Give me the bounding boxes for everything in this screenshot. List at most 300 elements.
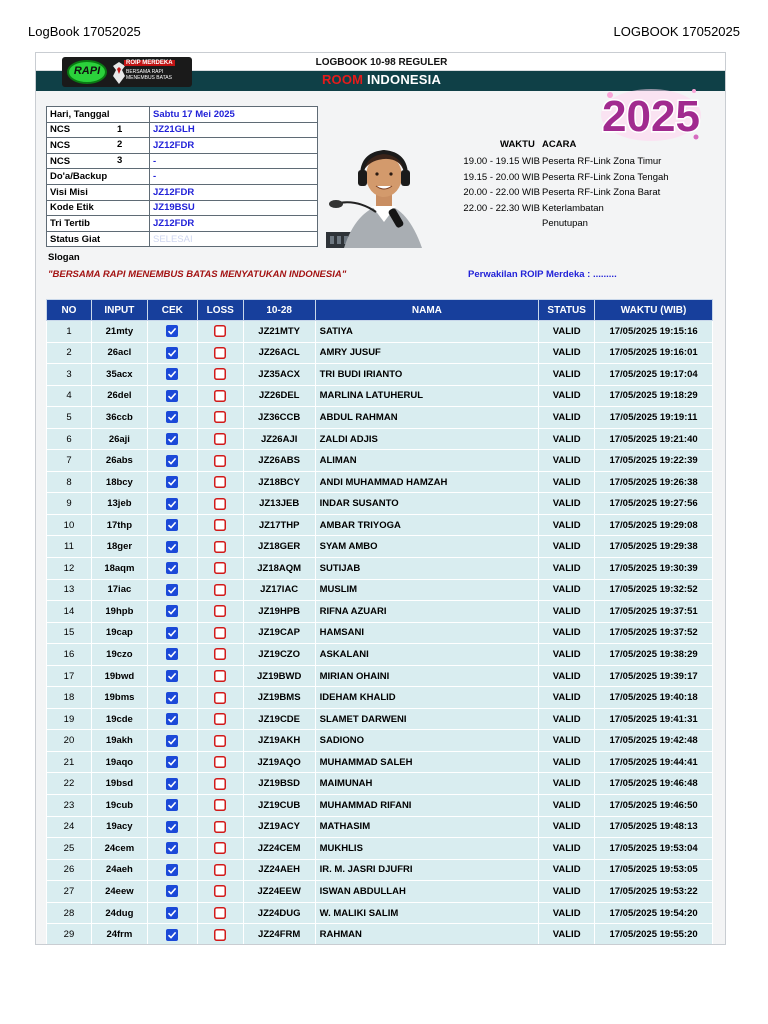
row-callsign: JZ26ABS: [243, 450, 315, 472]
checkbox-empty-icon[interactable]: [214, 412, 226, 423]
table-row: [47, 687, 713, 709]
logbook-sheet: [35, 52, 726, 945]
row-input: 26del: [91, 385, 147, 407]
row-input: 18bcy: [91, 471, 147, 493]
row-callsign: JZ26ACL: [243, 342, 315, 364]
schedule-activity: Keterlambatan: [542, 202, 604, 214]
schedule-act-header: ACARA: [542, 139, 577, 150]
loss-cell: [197, 601, 243, 623]
row-waktu: 17/05/2025 19:30:39: [595, 558, 713, 580]
row-number: 7: [47, 450, 92, 472]
checkbox-empty-icon[interactable]: [214, 347, 226, 358]
row-number: 1: [47, 321, 92, 343]
cek-cell: [147, 816, 197, 838]
cek-cell: [147, 924, 197, 945]
column-header: 10-28: [243, 300, 315, 321]
cek-cell: [147, 665, 197, 687]
row-status: VALID: [539, 428, 595, 450]
row-number: 24: [47, 816, 92, 838]
cek-cell: [147, 450, 197, 472]
checkbox-checked-icon[interactable]: [166, 843, 178, 854]
checkbox-empty-icon[interactable]: [214, 584, 226, 595]
info-key-label: NCS: [50, 139, 71, 151]
row-callsign: JZ19BWD: [243, 665, 315, 687]
row-callsign: JZ24CEM: [243, 838, 315, 860]
row-number: 5: [47, 407, 92, 429]
info-value: JZ12FDR: [150, 184, 318, 200]
row-input: 19hpb: [91, 601, 147, 623]
info-table: [46, 106, 318, 247]
row-waktu: 17/05/2025 19:26:38: [595, 471, 713, 493]
checkbox-empty-icon[interactable]: [214, 778, 226, 789]
loss-cell: [197, 622, 243, 644]
checkbox-checked-icon[interactable]: [166, 541, 178, 552]
cek-cell: [147, 321, 197, 343]
row-status: VALID: [539, 816, 595, 838]
info-key-label: NCS: [50, 155, 71, 167]
checkbox-empty-icon[interactable]: [214, 821, 226, 832]
row-callsign: JZ19AKH: [243, 730, 315, 752]
checkbox-checked-icon[interactable]: [166, 369, 178, 380]
info-row: [47, 216, 318, 232]
row-number: 16: [47, 644, 92, 666]
checkbox-checked-icon[interactable]: [166, 606, 178, 617]
row-status: VALID: [539, 536, 595, 558]
row-status: VALID: [539, 773, 595, 795]
row-nama: HAMSANI: [315, 622, 539, 644]
row-waktu: 17/05/2025 19:37:51: [595, 601, 713, 623]
info-row: [47, 122, 318, 138]
checkbox-checked-icon[interactable]: [166, 864, 178, 875]
row-nama: TRI BUDI IRIANTO: [315, 364, 539, 386]
table-row: [47, 838, 713, 860]
row-nama: IDEHAM KHALID: [315, 687, 539, 709]
column-header: NO: [47, 300, 92, 321]
loss-cell: [197, 773, 243, 795]
row-nama: ASKALANI: [315, 644, 539, 666]
row-number: 28: [47, 902, 92, 924]
cek-cell: [147, 364, 197, 386]
row-number: 17: [47, 665, 92, 687]
checkbox-checked-icon[interactable]: [166, 498, 178, 509]
row-status: VALID: [539, 687, 595, 709]
checkbox-checked-icon[interactable]: [166, 800, 178, 811]
checkbox-empty-icon[interactable]: [214, 800, 226, 811]
checkbox-empty-icon[interactable]: [214, 757, 226, 768]
row-waktu: 17/05/2025 19:32:52: [595, 579, 713, 601]
row-status: VALID: [539, 881, 595, 903]
info-key-label: Status Giat: [50, 233, 101, 245]
checkbox-empty-icon[interactable]: [214, 520, 226, 531]
loss-cell: [197, 644, 243, 666]
slogan-text: "BERSAMA RAPI MENEMBUS BATAS MENYATUKAN INDONESIA": [48, 269, 347, 280]
cek-cell: [147, 687, 197, 709]
rapi-logo: [67, 60, 107, 84]
checkbox-checked-icon[interactable]: [166, 908, 178, 919]
row-number: 22: [47, 773, 92, 795]
info-row: [47, 138, 318, 154]
loss-cell: [197, 859, 243, 881]
row-status: VALID: [539, 601, 595, 623]
row-waktu: 17/05/2025 19:29:08: [595, 514, 713, 536]
column-header: NAMA: [315, 300, 539, 321]
row-number: 25: [47, 838, 92, 860]
radio-operator-image: [326, 146, 436, 248]
checkbox-checked-icon[interactable]: [166, 477, 178, 488]
row-input: 26abs: [91, 450, 147, 472]
row-nama: ALIMAN: [315, 450, 539, 472]
row-callsign: JZ21MTY: [243, 321, 315, 343]
roip-tagline: BERSAMA RAPI MENEMBUS BATAS: [126, 69, 172, 81]
checkbox-empty-icon[interactable]: [214, 498, 226, 509]
banner-title: LOGBOOK 10-98 REGULER: [315, 57, 448, 68]
row-waktu: 17/05/2025 19:40:18: [595, 687, 713, 709]
checkbox-empty-icon[interactable]: [214, 692, 226, 703]
row-nama: MUHAMMAD SALEH: [315, 751, 539, 773]
table-row: [47, 795, 713, 817]
row-waktu: 17/05/2025 19:48:13: [595, 816, 713, 838]
loss-cell: [197, 428, 243, 450]
row-callsign: JZ19CDE: [243, 708, 315, 730]
row-input: 17thp: [91, 514, 147, 536]
row-status: VALID: [539, 751, 595, 773]
row-waktu: 17/05/2025 19:17:04: [595, 364, 713, 386]
row-nama: IR. M. JASRI DJUFRI: [315, 859, 539, 881]
cek-cell: [147, 428, 197, 450]
checkbox-empty-icon[interactable]: [214, 908, 226, 919]
row-number: 11: [47, 536, 92, 558]
row-status: VALID: [539, 385, 595, 407]
checkbox-checked-icon[interactable]: [166, 671, 178, 682]
loss-cell: [197, 881, 243, 903]
page-header: [28, 24, 740, 42]
checkbox-empty-icon[interactable]: [214, 477, 226, 488]
checkbox-empty-icon[interactable]: [214, 369, 226, 380]
table-row: [47, 816, 713, 838]
row-callsign: JZ18GER: [243, 536, 315, 558]
table-row: [47, 881, 713, 903]
table-row: [47, 601, 713, 623]
loss-cell: [197, 536, 243, 558]
checkbox-checked-icon[interactable]: [166, 757, 178, 768]
checkbox-empty-icon[interactable]: [214, 671, 226, 682]
row-nama: ANDI MUHAMMAD HAMZAH: [315, 471, 539, 493]
loss-cell: [197, 364, 243, 386]
table-header-row: [47, 300, 713, 321]
row-input: 19cde: [91, 708, 147, 730]
table-row: [47, 730, 713, 752]
cek-cell: [147, 385, 197, 407]
loss-cell: [197, 751, 243, 773]
schedule-time: 19.15 - 20.00 WIB: [463, 171, 540, 183]
checkbox-checked-icon[interactable]: [166, 455, 178, 466]
row-status: VALID: [539, 579, 595, 601]
loss-cell: [197, 493, 243, 515]
row-status: VALID: [539, 730, 595, 752]
row-input: 18ger: [91, 536, 147, 558]
row-nama: SATIYA: [315, 321, 539, 343]
row-status: VALID: [539, 450, 595, 472]
cek-cell: [147, 773, 197, 795]
row-callsign: JZ19HPB: [243, 601, 315, 623]
loss-cell: [197, 924, 243, 945]
table-row: [47, 342, 713, 364]
info-key-label: Visi Misi: [50, 186, 88, 198]
checkbox-empty-icon[interactable]: [214, 541, 226, 552]
row-callsign: JZ18BCY: [243, 471, 315, 493]
info-value: JZ21GLH: [150, 122, 318, 138]
loss-cell: [197, 321, 243, 343]
row-waktu: 17/05/2025 19:27:56: [595, 493, 713, 515]
checkbox-empty-icon[interactable]: [214, 434, 226, 445]
loss-cell: [197, 342, 243, 364]
schedule-activity: Penutupan: [542, 218, 588, 229]
row-input: 24cem: [91, 838, 147, 860]
row-input: 19acy: [91, 816, 147, 838]
checkbox-empty-icon[interactable]: [214, 563, 226, 574]
loss-cell: [197, 708, 243, 730]
loss-cell: [197, 579, 243, 601]
checkbox-checked-icon[interactable]: [166, 584, 178, 595]
checkbox-checked-icon[interactable]: [166, 778, 178, 789]
row-callsign: JZ19CAP: [243, 622, 315, 644]
cek-cell: [147, 881, 197, 903]
row-waktu: 17/05/2025 19:55:20: [595, 924, 713, 945]
row-waktu: 17/05/2025 19:54:20: [595, 902, 713, 924]
row-nama: AMBAR TRIYOGA: [315, 514, 539, 536]
row-input: 35acx: [91, 364, 147, 386]
checkbox-empty-icon[interactable]: [214, 864, 226, 875]
column-header: CEK: [147, 300, 197, 321]
checkbox-checked-icon[interactable]: [166, 434, 178, 445]
row-number: 4: [47, 385, 92, 407]
info-key: [47, 107, 150, 123]
slogan-label: Slogan: [48, 252, 80, 263]
info-row: [47, 200, 318, 216]
row-status: VALID: [539, 924, 595, 945]
row-input: 19czo: [91, 644, 147, 666]
column-header: STATUS: [539, 300, 595, 321]
info-row: [47, 153, 318, 169]
checkbox-empty-icon[interactable]: [214, 606, 226, 617]
info-key: [47, 122, 150, 138]
table-row: [47, 364, 713, 386]
cek-cell: [147, 730, 197, 752]
row-status: VALID: [539, 795, 595, 817]
info-key-label: Do'a/Backup: [50, 171, 108, 183]
row-input: 19bms: [91, 687, 147, 709]
row-callsign: JZ24EEW: [243, 881, 315, 903]
info-key-label: Kode Etik: [50, 202, 94, 214]
cek-cell: [147, 601, 197, 623]
cek-cell: [147, 514, 197, 536]
roip-tag: ROIP MERDEKA: [126, 60, 173, 66]
row-nama: INDAR SUSANTO: [315, 493, 539, 515]
page-header-left: LogBook 17052025: [28, 24, 141, 39]
row-nama: MIRIAN OHAINI: [315, 665, 539, 687]
row-callsign: JZ17THP: [243, 514, 315, 536]
checkbox-checked-icon[interactable]: [166, 821, 178, 832]
table-row: [47, 665, 713, 687]
checkbox-checked-icon[interactable]: [166, 929, 178, 940]
column-header: WAKTU (WIB): [595, 300, 713, 321]
row-input: 26acl: [91, 342, 147, 364]
cek-cell: [147, 579, 197, 601]
cek-cell: [147, 751, 197, 773]
info-value: JZ19BSU: [150, 200, 318, 216]
checkbox-checked-icon[interactable]: [166, 714, 178, 725]
checkbox-checked-icon[interactable]: [166, 649, 178, 660]
checkbox-checked-icon[interactable]: [166, 520, 178, 531]
row-number: 3: [47, 364, 92, 386]
checkbox-empty-icon[interactable]: [214, 390, 226, 401]
row-input: 36ccb: [91, 407, 147, 429]
checkbox-checked-icon[interactable]: [166, 347, 178, 358]
cek-cell: [147, 558, 197, 580]
row-number: 29: [47, 924, 92, 945]
row-waktu: 17/05/2025 19:39:17: [595, 665, 713, 687]
checkbox-checked-icon[interactable]: [166, 412, 178, 423]
row-number: 23: [47, 795, 92, 817]
banner-room-word: ROOM: [321, 72, 364, 87]
row-callsign: JZ35ACX: [243, 364, 315, 386]
checkbox-checked-icon[interactable]: [166, 886, 178, 897]
row-nama: MUHAMMAD RIFANI: [315, 795, 539, 817]
row-number: 14: [47, 601, 92, 623]
row-nama: SLAMET DARWENI: [315, 708, 539, 730]
info-value: JZ12FDR: [150, 216, 318, 232]
row-nama: SADIONO: [315, 730, 539, 752]
row-nama: MUSLIM: [315, 579, 539, 601]
info-value: JZ12FDR: [150, 138, 318, 154]
banner-room-name: INDONESIA: [367, 72, 442, 87]
checkbox-checked-icon[interactable]: [166, 390, 178, 401]
loss-cell: [197, 471, 243, 493]
checkbox-checked-icon[interactable]: [166, 326, 178, 337]
loss-cell: [197, 450, 243, 472]
row-waktu: 17/05/2025 19:38:29: [595, 644, 713, 666]
cek-cell: [147, 471, 197, 493]
row-status: VALID: [539, 708, 595, 730]
info-row: [47, 231, 318, 247]
row-callsign: JZ26DEL: [243, 385, 315, 407]
row-status: VALID: [539, 321, 595, 343]
row-number: 26: [47, 859, 92, 881]
checkbox-empty-icon[interactable]: [214, 326, 226, 337]
checkbox-checked-icon[interactable]: [166, 563, 178, 574]
checkbox-empty-icon[interactable]: [214, 843, 226, 854]
loss-cell: [197, 514, 243, 536]
row-status: VALID: [539, 902, 595, 924]
row-callsign: JZ24DUG: [243, 902, 315, 924]
column-header: INPUT: [91, 300, 147, 321]
row-input: 19bwd: [91, 665, 147, 687]
row-input: 13jeb: [91, 493, 147, 515]
row-input: 19akh: [91, 730, 147, 752]
page-header-right: LOGBOOK 17052025: [613, 24, 740, 39]
row-status: VALID: [539, 644, 595, 666]
row-nama: ZALDI ADJIS: [315, 428, 539, 450]
row-waktu: 17/05/2025 19:21:40: [595, 428, 713, 450]
row-callsign: JZ19AQO: [243, 751, 315, 773]
cek-cell: [147, 795, 197, 817]
row-input: 26aji: [91, 428, 147, 450]
checkbox-empty-icon[interactable]: [214, 714, 226, 725]
table-row: [47, 385, 713, 407]
info-key: [47, 153, 150, 169]
row-nama: ISWAN ABDULLAH: [315, 881, 539, 903]
row-input: 19aqo: [91, 751, 147, 773]
row-nama: SYAM AMBO: [315, 536, 539, 558]
row-input: 21mty: [91, 321, 147, 343]
row-input: 17iac: [91, 579, 147, 601]
cek-cell: [147, 708, 197, 730]
table-row: [47, 924, 713, 945]
table-row: [47, 428, 713, 450]
row-callsign: JZ19BSD: [243, 773, 315, 795]
checkbox-empty-icon[interactable]: [214, 886, 226, 897]
row-waktu: 17/05/2025 19:46:48: [595, 773, 713, 795]
checkbox-empty-icon[interactable]: [214, 455, 226, 466]
checkbox-empty-icon[interactable]: [214, 735, 226, 746]
row-number: 6: [47, 428, 92, 450]
row-waktu: 17/05/2025 19:22:39: [595, 450, 713, 472]
row-nama: RAHMAN: [315, 924, 539, 945]
loss-cell: [197, 385, 243, 407]
info-value: -: [150, 169, 318, 185]
table-row: [47, 493, 713, 515]
row-nama: ABDUL RAHMAN: [315, 407, 539, 429]
table-row: [47, 622, 713, 644]
checkbox-empty-icon[interactable]: [214, 627, 226, 638]
row-number: 10: [47, 514, 92, 536]
checkbox-checked-icon[interactable]: [166, 627, 178, 638]
schedule-time-header: WAKTU: [500, 139, 535, 150]
table-row: [47, 859, 713, 881]
row-nama: MUKHLIS: [315, 838, 539, 860]
row-callsign: JZ17IAC: [243, 579, 315, 601]
schedule-activity: Peserta RF-Link Zona Barat: [542, 187, 661, 198]
row-status: VALID: [539, 342, 595, 364]
table-row: [47, 644, 713, 666]
row-input: 18aqm: [91, 558, 147, 580]
table-row: [47, 902, 713, 924]
row-number: 15: [47, 622, 92, 644]
row-input: 19bsd: [91, 773, 147, 795]
info-key: [47, 169, 150, 185]
row-input: 24frm: [91, 924, 147, 945]
row-waktu: 17/05/2025 19:37:52: [595, 622, 713, 644]
checkbox-empty-icon[interactable]: [214, 649, 226, 660]
info-key: [47, 138, 150, 154]
table-row: [47, 773, 713, 795]
cek-cell: [147, 622, 197, 644]
checkbox-checked-icon[interactable]: [166, 735, 178, 746]
row-status: VALID: [539, 859, 595, 881]
row-waktu: 17/05/2025 19:46:50: [595, 795, 713, 817]
info-key: [47, 216, 150, 232]
perwakilan-text: Perwakilan ROIP Merdeka : .........: [468, 269, 617, 280]
checkbox-empty-icon[interactable]: [214, 929, 226, 940]
checkbox-checked-icon[interactable]: [166, 692, 178, 703]
row-number: 20: [47, 730, 92, 752]
row-callsign: JZ18AQM: [243, 558, 315, 580]
schedule-activity: Peserta RF-Link Zona Tengah: [542, 171, 669, 183]
cek-cell: [147, 407, 197, 429]
row-waktu: 17/05/2025 19:53:22: [595, 881, 713, 903]
row-waktu: 17/05/2025 19:53:04: [595, 838, 713, 860]
table-row: [47, 751, 713, 773]
